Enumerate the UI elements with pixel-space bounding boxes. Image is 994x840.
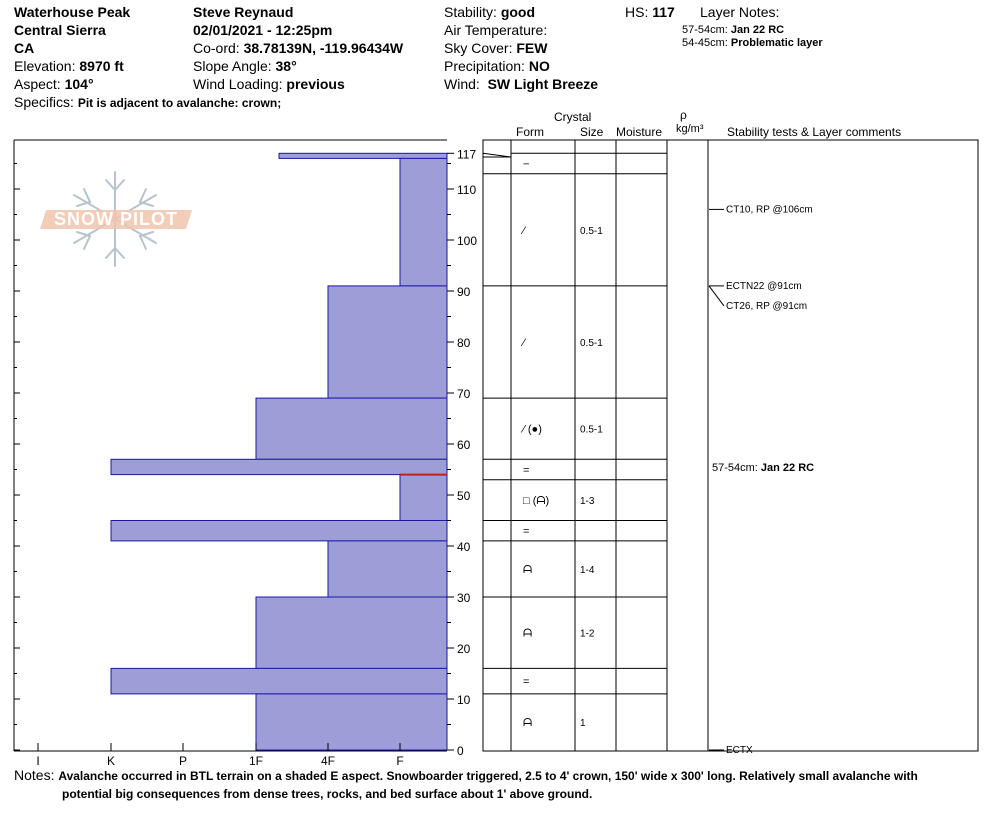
- logo-text: SNOW PILOT: [54, 209, 178, 229]
- aspect-value: 104°: [64, 76, 94, 92]
- wind-loading-label: Wind Loading:: [193, 76, 283, 92]
- hardness-tick-label: P: [178, 754, 188, 768]
- grain-form-symbol: =: [523, 525, 530, 538]
- layer-comment-text: Jan 22 RC: [760, 461, 815, 474]
- layer-note-text: Jan 22 RC: [730, 24, 785, 36]
- stability-value: good: [500, 4, 536, 20]
- notes-line-1: Avalanche occurred in BTL terrain on a shaded E aspect. Snowboarder triggered, 2.5 to 4' crown, 150' wide x 300' long. Relatively small avalanche with: [58, 769, 918, 783]
- aspect-label: Aspect:: [14, 76, 61, 92]
- grain-table: [483, 140, 978, 751]
- hardness-tick-label: I: [36, 754, 40, 768]
- depth-axis: [447, 147, 477, 758]
- hs-value: 117: [652, 4, 675, 20]
- grain-form-symbol: =: [523, 676, 530, 689]
- coord-label: Co-ord:: [193, 40, 240, 56]
- size-heading: Size: [580, 125, 604, 139]
- moisture-heading: Moisture: [616, 125, 663, 139]
- hardness-bar: [328, 541, 447, 597]
- coord-value: 38.78139N, -119.96434W: [243, 40, 404, 56]
- depth-tick-label: 90: [457, 285, 471, 299]
- slope-value: 38°: [275, 58, 297, 74]
- stability-test-label: CT26, RP @91cm: [726, 300, 808, 312]
- snowpilot-logo: [40, 172, 192, 266]
- specifics-value: Pit is adjacent to avalanche: crown;: [77, 96, 282, 110]
- depth-tick-label: 30: [457, 591, 471, 605]
- hardness-tick-label: F: [396, 754, 404, 768]
- depth-tick-label: 60: [457, 438, 471, 452]
- stability-tests-heading: Stability tests & Layer comments: [727, 125, 902, 139]
- notes-row: [14, 768, 918, 782]
- grain-form-symbol: =: [523, 464, 530, 477]
- grain-size-label: 1-3: [580, 496, 595, 508]
- hardness-bar: [400, 475, 447, 521]
- stability-annotations: [709, 204, 814, 756]
- depth-tick-label: 20: [457, 642, 471, 656]
- state-name: CA: [14, 40, 35, 56]
- layer-notes-label: Layer Notes:: [700, 4, 780, 20]
- grain-form-symbol: ⁄: [523, 337, 525, 349]
- hardness-tick-label: 1F: [248, 754, 264, 768]
- hardness-tick-label: 4F: [320, 754, 336, 768]
- precipitation-label: Precipitation:: [444, 58, 525, 74]
- elevation-value: 8970 ft: [79, 58, 124, 74]
- depth-tick-label: 110: [457, 183, 477, 197]
- grain-form-symbol: ᗩ: [523, 563, 533, 576]
- location-name: Waterhouse Peak: [14, 4, 131, 20]
- depth-tick-label: 40: [457, 540, 471, 554]
- hardness-bar: [400, 158, 447, 286]
- observer-name: Steve Reynaud: [193, 4, 294, 20]
- grain-form-symbol: −: [523, 158, 530, 171]
- grain-size-label: 1-4: [580, 564, 595, 576]
- grain-size-label: 0.5-1: [580, 225, 603, 237]
- layer-note-range: 54-45cm:: [682, 37, 728, 49]
- grain-form-symbol: ᗩ: [523, 716, 533, 729]
- wind-label: Wind:: [444, 76, 480, 92]
- grain-table-frame: [483, 140, 978, 751]
- grain-size-label: 1-2: [580, 628, 595, 640]
- sky-cover-value: FEW: [516, 40, 548, 56]
- depth-tick-label: 70: [457, 387, 471, 401]
- rho-heading: ρ: [680, 108, 687, 122]
- grain-form-symbol: ᗩ: [523, 627, 533, 640]
- stability-test-label: ECTX: [726, 745, 753, 756]
- hardness-bar: [111, 459, 447, 474]
- depth-tick-label: 117: [457, 147, 477, 162]
- grain-size-label: 1: [580, 717, 586, 729]
- stability-test-arrow: [709, 286, 724, 306]
- hardness-bar: [279, 153, 447, 158]
- elevation-label: Elevation:: [14, 58, 76, 74]
- specifics-label: Specifics:: [14, 94, 74, 110]
- depth-tick-label: 100: [457, 234, 478, 248]
- observation-datetime: 02/01/2021 - 12:25pm: [193, 22, 333, 38]
- wind-loading-value: previous: [286, 76, 345, 92]
- form-heading: Form: [516, 125, 544, 139]
- hardness-layers: [111, 153, 447, 750]
- grain-row-connector: [483, 153, 511, 157]
- grain-size-label: 0.5-1: [580, 424, 603, 436]
- range-name: Central Sierra: [14, 22, 106, 38]
- stability-test-label: ECTN22 @91cm: [726, 280, 802, 292]
- hardness-bar: [111, 521, 447, 541]
- stability-label: Stability:: [444, 4, 497, 20]
- hardness-bar: [328, 286, 447, 398]
- grain-size-label: 0.5-1: [580, 338, 603, 349]
- precipitation-value: NO: [528, 58, 550, 74]
- crystal-heading: Crystal: [554, 110, 592, 124]
- depth-tick-label: 10: [457, 693, 471, 707]
- layer-note-range: 57-54cm:: [682, 24, 728, 36]
- layer-comment-label: 57-54cm: Jan 22 RC: [712, 461, 815, 474]
- depth-tick-label: 80: [457, 336, 471, 350]
- grain-form-symbol: ⁄: [523, 224, 525, 237]
- notes-label: Notes:: [14, 767, 55, 783]
- air-temperature-label: Air Temperature:: [444, 22, 548, 38]
- hardness-tick-label: K: [106, 754, 116, 768]
- hardness-bar: [256, 694, 447, 750]
- grain-form-symbol: □ (ᗩ): [523, 495, 550, 508]
- grain-form-symbol: ⁄ (●): [523, 423, 542, 436]
- depth-tick-label: 0: [457, 744, 464, 758]
- wind-value: SW Light Breeze: [487, 76, 599, 92]
- hardness-bar: [256, 398, 447, 459]
- stability-test-label: CT10, RP @106cm: [726, 204, 813, 216]
- depth-tick-label: 50: [457, 489, 471, 503]
- hs-label: HS:: [625, 4, 649, 20]
- hardness-bar: [256, 597, 447, 668]
- slope-label: Slope Angle:: [193, 58, 272, 74]
- hardness-bar: [111, 668, 447, 694]
- notes-line-2: potential big consequences from dense trees, rocks, and bed surface about 1' above ground.: [62, 787, 593, 801]
- sky-cover-label: Sky Cover:: [444, 40, 513, 56]
- layer-note-text: Problematic layer: [730, 37, 823, 49]
- density-unit-heading: kg/m³: [676, 123, 704, 135]
